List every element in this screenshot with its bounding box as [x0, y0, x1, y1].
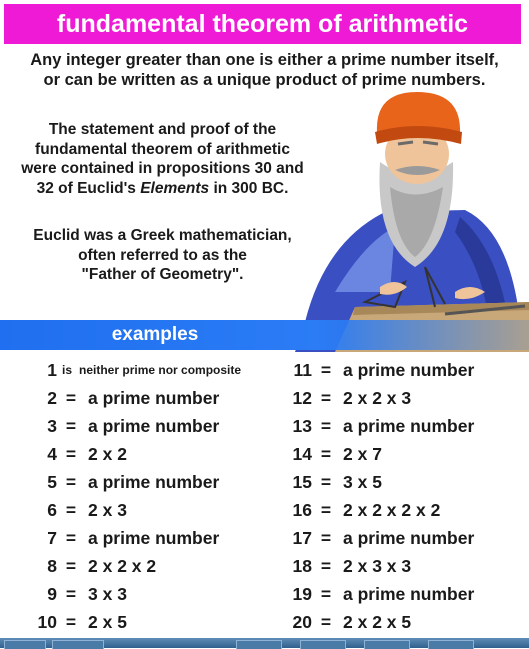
example-value: 3 x 5: [343, 472, 382, 492]
example-value: a prime number: [88, 472, 220, 492]
example-value: a prime number: [88, 388, 220, 408]
example-number: 3: [47, 416, 57, 436]
example-relation: =: [65, 388, 77, 408]
turban: [377, 92, 460, 132]
example-number: 1: [47, 360, 57, 380]
bio-line: Euclid was a Greek mathematician,: [33, 227, 292, 244]
example-number: 5: [47, 472, 57, 492]
example-value: 2 x 2: [88, 444, 127, 464]
example-row: [10, 580, 260, 608]
example-number: 17: [292, 528, 312, 548]
example-number: 9: [47, 584, 57, 604]
example-row: [10, 468, 260, 496]
example-row: [265, 412, 515, 440]
example-row: [10, 384, 260, 412]
elements-title: Elements: [140, 179, 210, 197]
example-number: 6: [47, 500, 57, 520]
statement-line: fundamental theorem of arithmetic: [35, 140, 290, 158]
example-relation: =: [320, 584, 332, 604]
example-number: 15: [292, 472, 312, 492]
intro-line: Any integer greater than one is either a prime number itself,: [30, 51, 499, 69]
example-value: 2 x 2 x 3: [343, 388, 412, 408]
example-value: a prime number: [343, 360, 475, 380]
statement-line-post: in 300 BC.: [209, 179, 289, 197]
example-relation: =: [65, 556, 77, 576]
example-row: [10, 524, 260, 552]
examples-heading: examples: [111, 324, 199, 345]
example-value: a prime number: [343, 584, 475, 604]
example-relation: =: [320, 444, 332, 464]
example-value: 2 x 5: [88, 612, 127, 632]
example-relation: =: [65, 500, 77, 520]
example-value: 2 x 3 x 3: [343, 556, 412, 576]
example-number: 13: [292, 416, 312, 436]
statement-line-pre: 32 of Euclid's: [36, 179, 141, 197]
intro-text: [8, 50, 521, 90]
example-row: [10, 440, 260, 468]
example-row: [10, 496, 260, 524]
examples-banner: [0, 320, 529, 350]
example-relation: =: [65, 612, 77, 632]
bio-line: often referred to as the: [78, 246, 247, 264]
example-value: 2 x 2 x 2 x 2: [343, 500, 441, 520]
os-taskbar: [0, 638, 529, 648]
example-row: [265, 580, 515, 608]
example-relation: is: [62, 363, 73, 377]
examples-list-right: [265, 356, 515, 636]
example-number: 12: [292, 388, 312, 408]
example-number: 7: [47, 528, 57, 548]
euclid-bio: [10, 226, 315, 285]
bio-line: "Father of Geometry".: [81, 266, 244, 283]
example-row: [10, 356, 260, 384]
example-value: neither prime nor composite: [79, 363, 242, 377]
example-row: [265, 384, 515, 412]
example-relation: =: [320, 612, 332, 632]
example-value: 2 x 7: [343, 444, 382, 464]
example-number: 18: [292, 556, 312, 576]
title-banner: [4, 4, 521, 44]
example-row: [265, 440, 515, 468]
example-relation: =: [320, 500, 332, 520]
example-value: a prime number: [88, 416, 220, 436]
statement-text: [10, 120, 315, 198]
eyebrow-left: [398, 142, 413, 144]
example-relation: =: [320, 360, 332, 380]
example-number: 16: [292, 500, 312, 520]
example-relation: =: [65, 444, 77, 464]
statement-line: The statement and proof of the: [48, 121, 277, 138]
eyebrow-right: [423, 142, 438, 144]
example-value: 3 x 3: [88, 584, 127, 604]
intro-line: or can be written as a unique product of prime numbers.: [43, 71, 486, 89]
euclid-illustration: [295, 92, 529, 352]
example-value: 2 x 3: [88, 500, 127, 520]
example-value: a prime number: [343, 528, 475, 548]
statement-line: [10, 179, 315, 199]
example-number: 8: [47, 556, 57, 576]
example-number: 10: [37, 612, 57, 632]
example-row: [265, 356, 515, 384]
example-relation: =: [65, 472, 77, 492]
example-row: [265, 524, 515, 552]
example-row: [265, 552, 515, 580]
example-relation: =: [65, 416, 77, 436]
example-number: 20: [292, 612, 312, 632]
example-relation: =: [320, 472, 332, 492]
example-number: 2: [47, 388, 57, 408]
example-row: [265, 468, 515, 496]
example-relation: =: [65, 528, 77, 548]
example-value: a prime number: [343, 416, 475, 436]
example-number: 11: [293, 360, 312, 380]
page-title: fundamental theorem of arithmetic: [56, 10, 469, 38]
example-value: 2 x 2 x 2: [88, 556, 157, 576]
example-number: 19: [292, 584, 312, 604]
example-row: [265, 608, 515, 636]
example-relation: =: [65, 584, 77, 604]
example-value: a prime number: [88, 528, 220, 548]
example-row: [10, 608, 260, 636]
example-relation: =: [320, 556, 332, 576]
statement-line: were contained in propositions 30 and: [21, 160, 304, 177]
example-row: [265, 496, 515, 524]
example-row: [10, 412, 260, 440]
example-number: 14: [292, 444, 312, 464]
example-row: [10, 552, 260, 580]
example-number: 4: [47, 444, 57, 464]
example-value: 2 x 2 x 5: [343, 612, 412, 632]
example-relation: =: [320, 528, 332, 548]
example-relation: =: [320, 388, 332, 408]
example-relation: =: [320, 416, 332, 436]
examples-list-left: [10, 356, 260, 636]
